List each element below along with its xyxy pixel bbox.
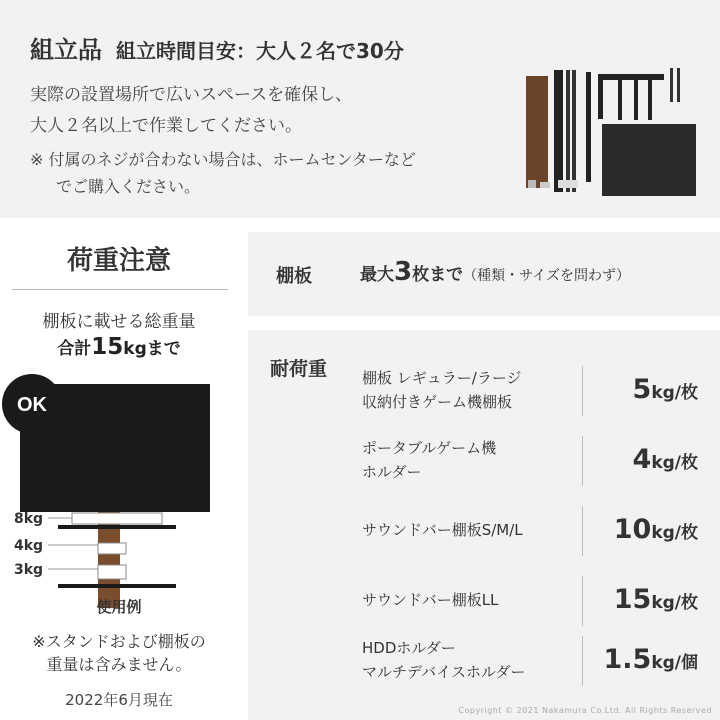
assembly-description [30,80,352,142]
device-low [98,565,126,579]
shelf-top [58,525,176,529]
capacity-divider [582,636,583,686]
assembly-section [0,0,720,218]
capacity-item-value [633,374,698,405]
capacity-box [248,330,720,720]
capacity-value-num: 15 [613,584,652,615]
capacity-row [248,500,720,564]
capacity-item-name-line2: ホルダー [362,463,422,481]
capacity-divider [582,366,583,416]
capacity-item-name-line1: サウンドバー棚板S/M/L [362,521,523,539]
assembly-title [30,30,404,65]
as-of-date: 2022年6月現在 [65,691,173,709]
capacity-item-name-line1: HDDホルダー [362,639,456,657]
capacity-label: 耐荷重 [270,358,328,380]
load-total-value: 15 [91,334,124,360]
capacity-item-name [362,636,525,684]
capacity-row [248,430,720,494]
capacity-item-name-line1: 棚板 レギュラー/ラージ [362,369,522,387]
load-note-line2: 重量は含みません。 [46,655,192,674]
load-desc: 棚板に載せる総重量 [42,312,196,332]
capacity-value-num: 5 [632,374,652,405]
capacity-item-name [362,518,523,542]
capacity-divider [582,436,583,486]
capacity-item-name-line1: サウンドバー棚板LL [362,591,499,609]
assembly-note-line2: でご購入ください。 [56,177,201,196]
capacity-row [248,360,720,424]
shelf-value-num: 3 [394,257,413,287]
ok-badge-label: OK [17,394,47,416]
capacity-item-name [362,436,496,484]
shelf-value-note: （種類・サイズを問わず） [463,268,630,284]
capacity-value-num: 1.5 [603,644,652,675]
shelf-count-box [248,232,720,316]
load-note-line1: ※スタンドおよび棚板の [32,632,206,651]
weight-label-3: 3kg [14,562,44,578]
shelf-value-prefix: 最大 [360,265,394,285]
capacity-value-unit: kg/個 [651,653,698,673]
load-total-prefix: 合計 [57,339,92,359]
capacity-divider [582,506,583,556]
capacity-item-name [362,366,522,414]
assembly-label: 組立品 [30,36,102,64]
device-top [72,513,162,524]
capacity-item-value [614,584,698,615]
capacity-value-unit: kg/枚 [651,383,698,403]
load-section [0,218,238,720]
assembly-desc-line2: 大人２名以上で作業してください。 [30,116,302,136]
capacity-row [248,570,720,634]
capacity-value-unit: kg/枚 [651,523,698,543]
capacity-item-value [614,514,698,545]
assembly-note-line1: ※ 付属のネジが合わない場合は、ホームセンターなど [30,150,416,169]
capacity-value-num: 10 [613,514,652,545]
assembly-desc-line1: 実際の設置場所で広いスペースを確保し、 [30,85,353,105]
capacity-item-name [362,588,498,612]
shelf-value [360,257,630,287]
capacity-item-value [603,644,698,675]
capacity-item-name-line1: ポータブルゲーム機 [362,439,497,457]
load-note [0,630,238,676]
parts-photo-icon [520,62,700,202]
capacity-divider [582,576,583,626]
capacity-value-num: 4 [632,444,652,475]
capacity-item-value [633,444,698,475]
copyright: Copyright © 2021 Nakamura Co.Ltd. All Rights Reserved [458,706,712,715]
shelf-bottom [58,584,176,588]
weight-label-1: 8kg [14,511,44,527]
device-mid [98,543,126,554]
shelf-value-suffix: 枚まで [412,265,464,285]
capacity-row [248,630,720,694]
load-divider [12,289,228,290]
capacity-item-name-line2: 収納付きゲーム機棚板 [362,393,513,411]
load-total [0,334,238,360]
usage-caption: 使用例 [96,598,142,616]
load-title: 荷重注意 [66,246,171,276]
capacity-item-name-line2: マルチデバイスホルダー [362,663,526,681]
capacity-value-unit: kg/枚 [651,593,698,613]
weight-label-2: 4kg [14,538,44,554]
assembly-time: 組立時間目安：大人２名で30分 [116,39,404,63]
load-total-suffix: kgまで [123,339,181,359]
assembly-note [30,146,416,200]
shelf-label: 棚板 [276,266,312,287]
capacity-value-unit: kg/枚 [651,453,698,473]
